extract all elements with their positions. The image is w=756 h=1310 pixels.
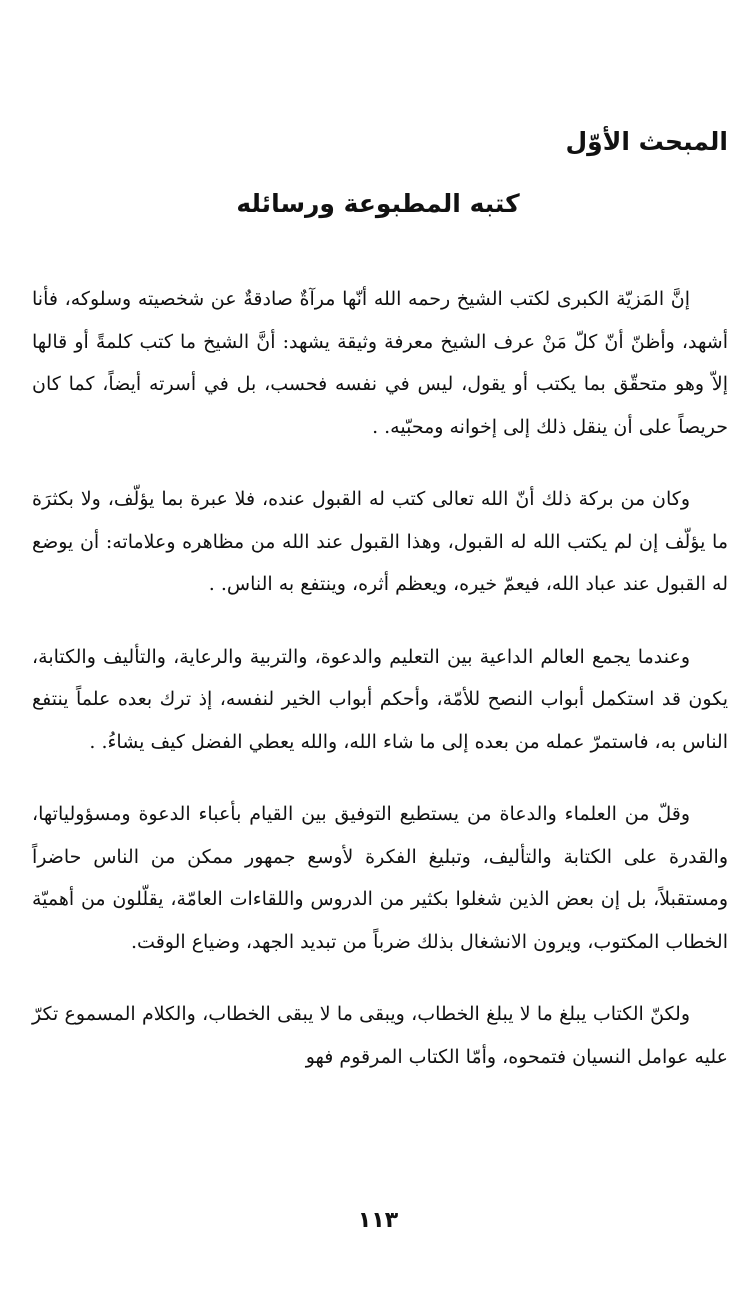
paragraph-5: ولكنّ الكتاب يبلغ ما لا يبلغ الخطاب، ويبقى ما لا يبقى الخطاب، والكلام المسموع تكرّ عليه عوامل النسيان فتمحوه، وأمّا الكتاب المرقوم فهو: [32, 1003, 728, 1068]
paragraph-1: إنَّ المَزيّة الكبرى لكتب الشيخ رحمه الله أنّها مرآةٌ صادقةٌ عن شخصيته وسلوكه، فأنا أشهد، وأظنّ أنّ كلّ مَنْ عرف الشيخ معرفة وثيقة يشهد: أنَّ الشيخ ما كتب كلمةً أو قالها إلاّ وهو متحقّق بما يكتب أو يقول، ليس في نفسه فحسب، بل في أسرته أيضاً، كما كان حريصاً على أن ينقل ذلك إلى إخوانه ومحبّيه. .: [32, 288, 728, 438]
paragraph-2: وكان من بركة ذلك أنّ الله تعالى كتب له القبول عنده، فلا عبرة بما يؤلّف، ولا بكثرَة ما يؤلّف إن لم يكتب الله له القبول، وهذا القبول عند الله من مظاهره وعلاماته: أن يوضع له القبول عند عباد الله، فيعمّ خيره، ويعظم أثره، وينتفع به الناس. .: [32, 488, 728, 595]
page-number: ١١٣: [357, 1208, 399, 1233]
section-title: المبحث الأوّل: [565, 127, 728, 156]
chapter-title: كتبه المطبوعة ورسائله: [236, 189, 520, 218]
paragraph-4: وقلّ من العلماء والدعاة من يستطيع التوفيق بين القيام بأعباء الدعوة ومسؤولياتها، والقدرة على الكتابة والتأليف، وتبليغ الفكرة لأوسع جمهور ممكن من الناس حاضراً ومستقبلاً، بل إن بعض الذين شغلوا بكثير من الدروس واللقاءات العامّة، يقلّلون من أهميّة الخطاب المكتوب، ويرون الانشغال بذلك ضرباً من تبديد الجهد، وضياع الوقت.: [32, 803, 728, 953]
body-text: [32, 278, 728, 1108]
paragraph-3: وعندما يجمع العالم الداعية بين التعليم والدعوة، والتربية والرعاية، والتأليف والكتابة، يكون قد استكمل أبواب النصح للأمّة، وأحكم أبواب الخير لنفسه، إذ ترك بعده علماً ينتفع الناس به، فاستمرّ عمله من بعده إلى ما شاء الله، والله يعطي الفضل كيف يشاءُ. .: [32, 645, 728, 753]
